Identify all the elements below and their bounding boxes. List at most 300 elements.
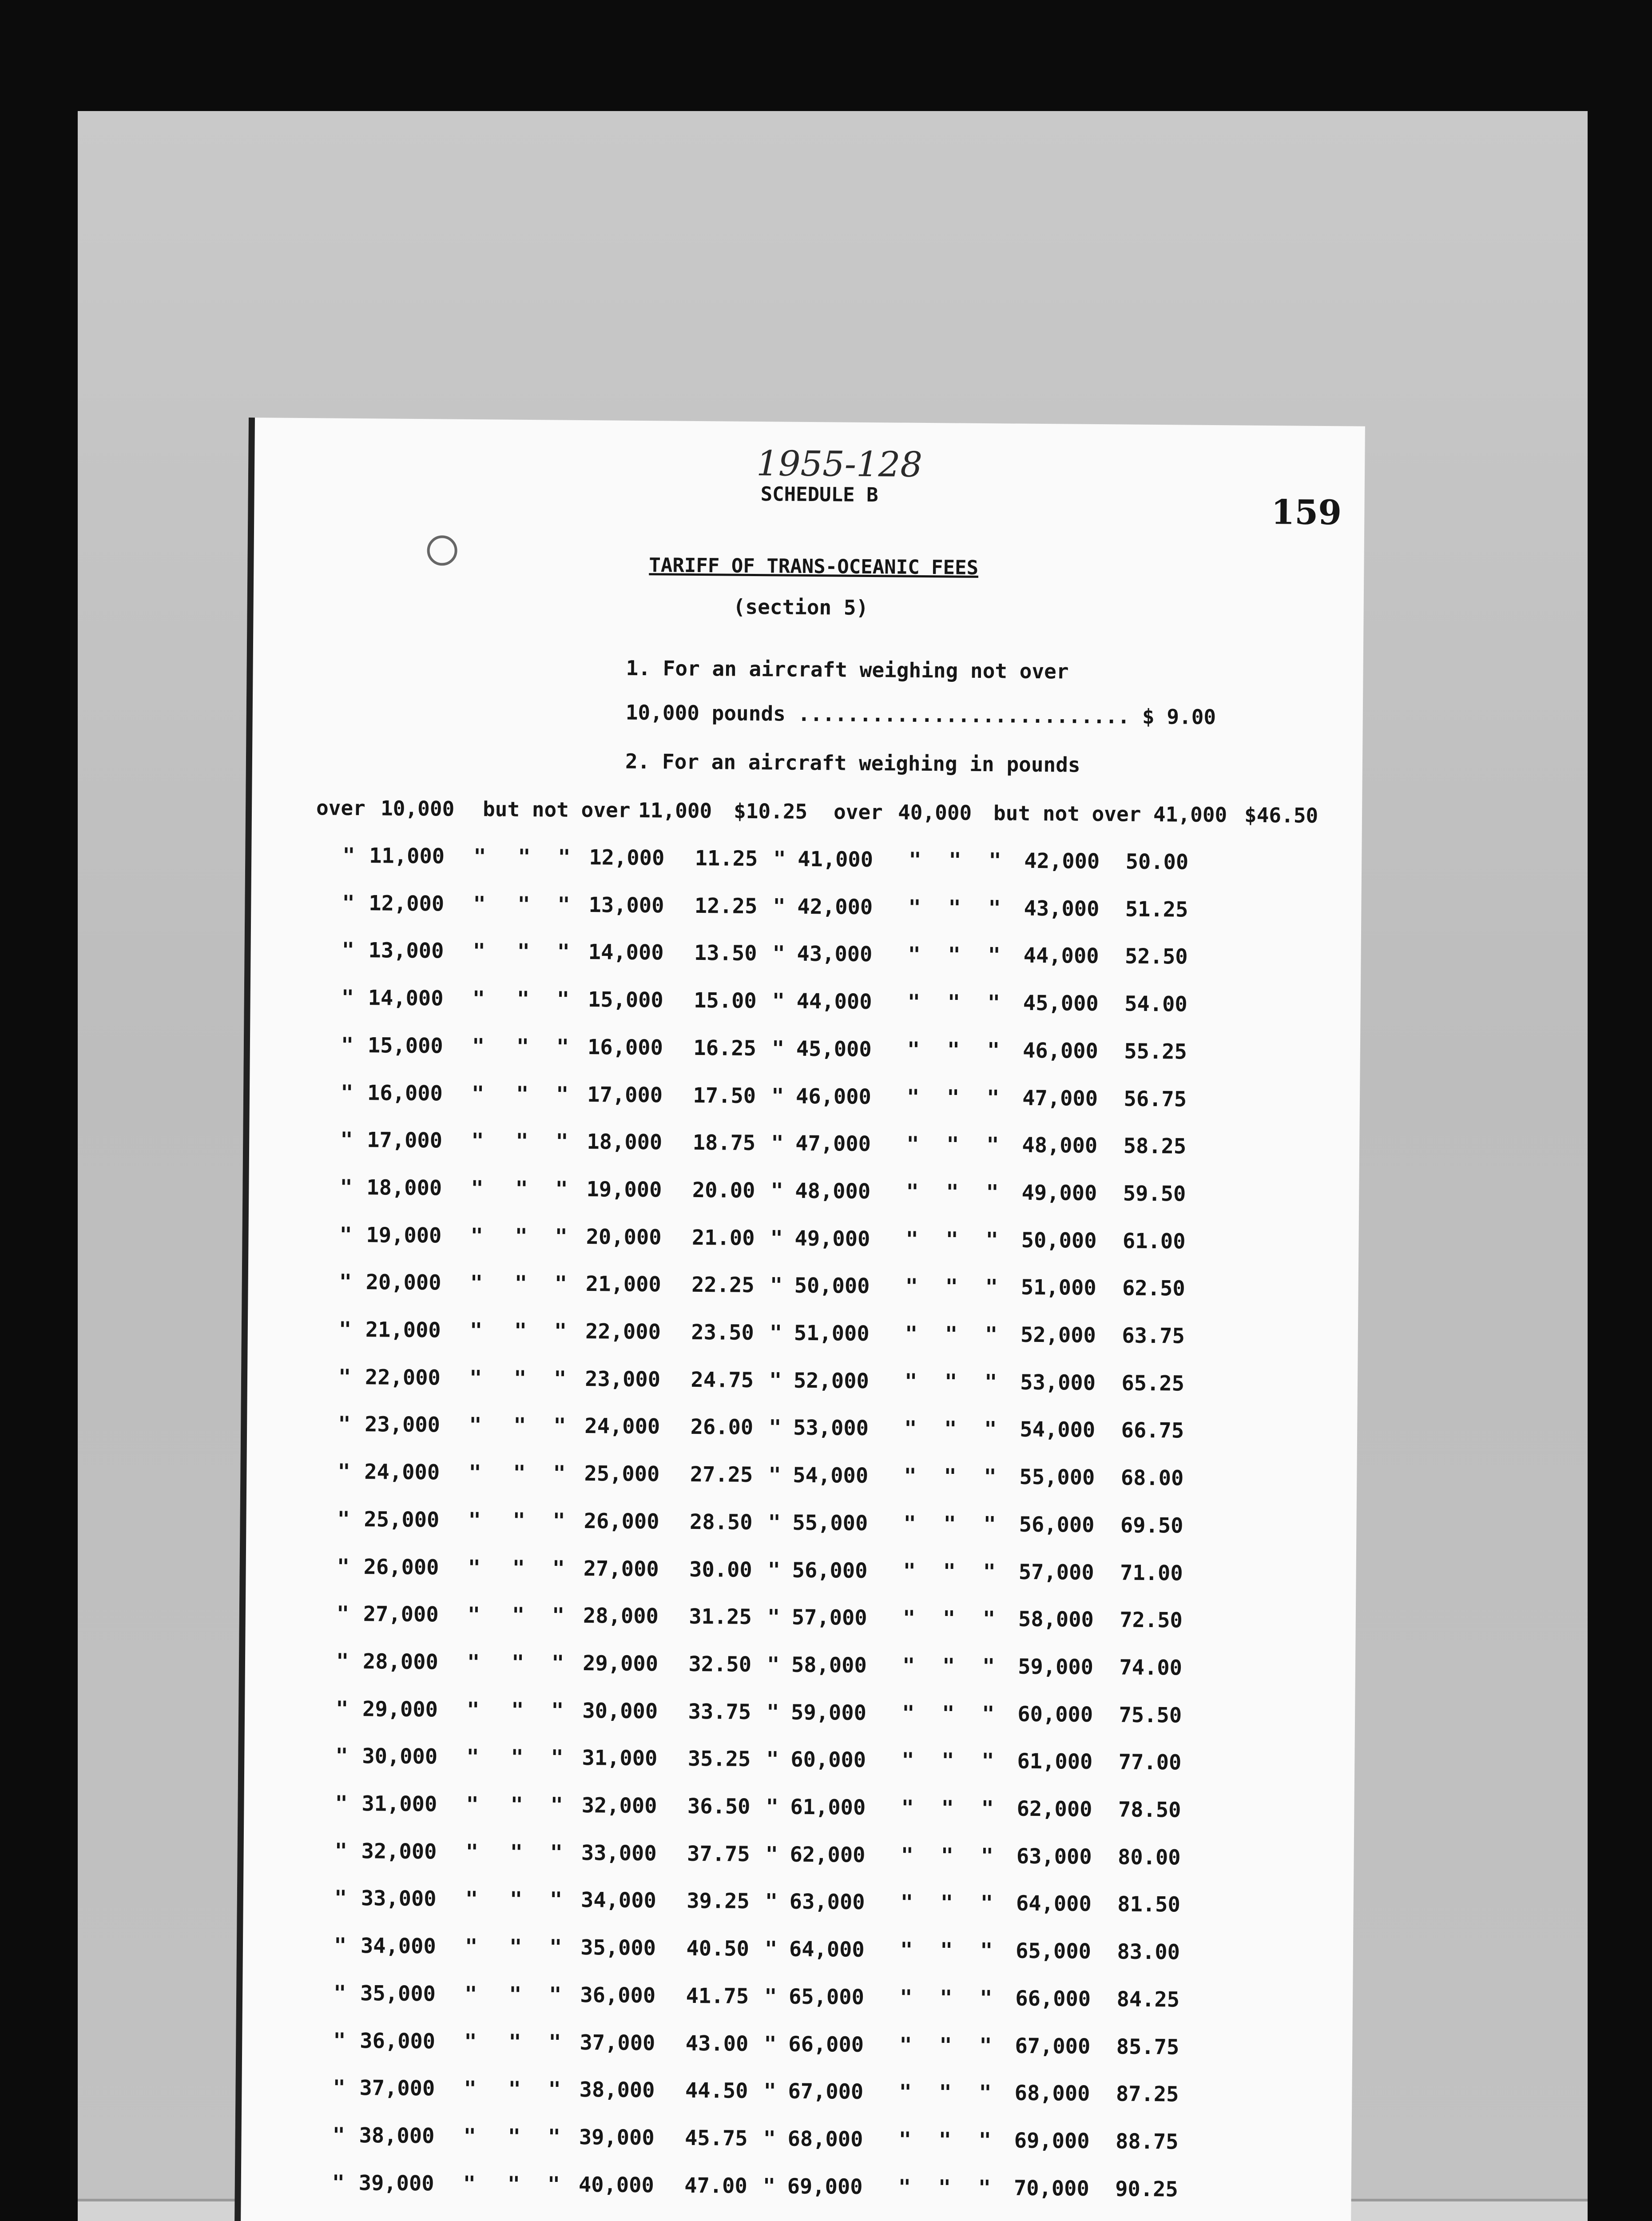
ditto-mark: " (906, 1085, 920, 1110)
fee-2: 74.00 (1119, 1655, 1183, 1680)
ditto-mark: " (471, 1081, 484, 1107)
ditto-mark: " (467, 1650, 480, 1675)
ditto-mark: " (471, 1176, 484, 1201)
ditto-mark: " (901, 1701, 915, 1726)
ditto-mark: " (940, 1938, 953, 1963)
table-row (247, 1317, 1358, 1361)
ditto-mark: " (770, 1273, 783, 1298)
ditto-mark: " (903, 1511, 916, 1536)
ditto-mark: " (466, 1697, 480, 1723)
schedule-label: SCHEDULE B (760, 483, 878, 507)
table-row (241, 2170, 1351, 2214)
table-row (247, 1411, 1358, 1456)
ditto-mark: " (550, 1793, 563, 1818)
ditto-mark: " (515, 1224, 528, 1249)
weight-to: 18,000 (587, 1130, 663, 1155)
weight-from: 25,000 (364, 1507, 440, 1532)
ditto-mark: " (981, 1796, 994, 1821)
fee: 26.00 (690, 1414, 754, 1440)
ditto-mark: " (556, 987, 570, 1012)
weight-from-2: 68,000 (787, 2126, 863, 2152)
ditto-mark: " (909, 848, 921, 872)
ditto-mark: " (517, 892, 530, 917)
ditto-mark: " (764, 1937, 778, 1962)
ditto-mark: " (982, 1607, 996, 1632)
weight-to-2: 44,000 (1023, 943, 1099, 969)
weight-from-2: 47,000 (795, 1131, 871, 1157)
ditto-mark: " (764, 1984, 777, 2009)
fee-2: 85.75 (1116, 2034, 1179, 2060)
ditto-mark: " (554, 1319, 567, 1344)
ditto-mark: " (948, 896, 961, 920)
ditto-mark: " (469, 1413, 482, 1438)
fee: $10.25 (733, 799, 808, 824)
ditto-mark: " (988, 896, 1001, 921)
handwritten-note: 1955-128 (756, 443, 923, 485)
table-row (242, 2075, 1352, 2119)
weight-from-2: 62,000 (790, 1842, 866, 1868)
ditto-mark: " (983, 1560, 996, 1584)
fee: 30.00 (689, 1557, 752, 1582)
weight-from-2: 53,000 (793, 1415, 869, 1441)
weight-to-2: 63,000 (1016, 1844, 1092, 1870)
weight-from: 39,000 (358, 2171, 434, 2196)
weight-from: 29,000 (362, 1697, 438, 1722)
weight-to: 37,000 (580, 2030, 655, 2056)
range-label-2: but not over (993, 801, 1141, 826)
table-row (250, 985, 1361, 1029)
fee: 44.50 (685, 2078, 748, 2103)
ditto-mark: " (341, 985, 354, 1010)
ditto-mark: " (769, 1368, 782, 1393)
weight-from: 24,000 (364, 1460, 440, 1485)
ditto-mark: " (986, 1086, 1000, 1110)
ditto-mark: " (469, 1318, 483, 1343)
fee-2: 77.00 (1118, 1750, 1182, 1775)
ditto-mark: " (549, 1887, 563, 1912)
ditto-mark: " (941, 1796, 954, 1821)
ditto-mark: " (942, 1654, 955, 1679)
ditto-mark: " (509, 1934, 522, 1959)
weight-to-2: 54,000 (1020, 1417, 1096, 1443)
table-row (244, 1743, 1355, 1787)
fee: 11.25 (695, 846, 758, 872)
ditto-mark: " (553, 1366, 567, 1391)
ditto-mark: " (340, 1127, 353, 1152)
weight-to: 12,000 (589, 845, 665, 871)
weight-from-2: 64,000 (789, 1937, 865, 1962)
fee-2: 66.75 (1121, 1418, 1184, 1443)
weight-to: 19,000 (586, 1177, 662, 1202)
ditto-mark: " (901, 1795, 914, 1820)
fee-2: 78.50 (1118, 1797, 1181, 1823)
ditto-mark: " (766, 1747, 779, 1772)
ditto-mark: " (900, 1938, 913, 1962)
ditto-mark: " (508, 1982, 522, 2007)
weight-from: 23,000 (364, 1412, 441, 1437)
ditto-mark: " (338, 1412, 351, 1437)
weight-to: 22,000 (585, 1319, 661, 1345)
fee-2: 75.50 (1119, 1703, 1182, 1728)
ditto-mark: " (509, 1887, 523, 1912)
fee-2: 51.25 (1125, 897, 1188, 922)
table-row (250, 937, 1361, 982)
fee: 45.75 (684, 2125, 748, 2151)
weight-from-2: 43,000 (797, 941, 873, 967)
ditto-mark: " (898, 2175, 911, 2200)
fee-2: 55.25 (1124, 1039, 1187, 1064)
ditto-mark: " (549, 1935, 562, 1960)
ditto-mark: " (516, 1082, 529, 1107)
ditto-mark: " (553, 1461, 566, 1486)
ditto-mark: " (979, 2081, 992, 2106)
table-row (243, 1885, 1354, 1930)
ditto-mark: " (905, 1274, 918, 1299)
ditto-mark: " (464, 2076, 477, 2102)
ditto-mark: " (466, 1792, 479, 1817)
ditto-mark: " (511, 1698, 524, 1723)
ditto-mark: " (770, 1131, 784, 1156)
fee-2: 72.50 (1120, 1608, 1183, 1633)
weight-from: 37,000 (359, 2076, 435, 2101)
weight-to-2: 66,000 (1015, 1986, 1091, 2012)
fee: 22.25 (691, 1272, 755, 1298)
weight-from: 13,000 (368, 938, 444, 963)
weight-from-2: 52,000 (793, 1368, 870, 1394)
weight-from: 31,000 (361, 1791, 437, 1817)
weight-to-2: 55,000 (1019, 1465, 1095, 1490)
weight-to: 28,000 (583, 1603, 659, 1629)
over-label-2: over (833, 800, 883, 824)
ditto-mark: " (516, 987, 530, 1012)
fee: 23.50 (691, 1320, 755, 1345)
weight-to: 21,000 (585, 1272, 661, 1297)
ditto-mark: " (472, 1034, 485, 1059)
ditto-mark: " (556, 1129, 568, 1154)
weight-to: 33,000 (581, 1840, 657, 1866)
ditto-mark: " (903, 1559, 916, 1584)
weight-from: 28,000 (362, 1649, 439, 1675)
table-row (246, 1459, 1357, 1503)
ditto-mark: " (768, 1510, 781, 1535)
ditto-mark: " (768, 1463, 781, 1488)
ditto-mark: " (551, 1651, 564, 1676)
weight-to-2: 49,000 (1021, 1180, 1097, 1206)
weight-to-2: 68,000 (1014, 2081, 1090, 2106)
ditto-mark: " (948, 943, 961, 967)
ditto-mark: " (899, 1985, 913, 2010)
ditto-mark: " (342, 891, 355, 915)
weight-to-2: 42,000 (1024, 848, 1100, 874)
weight-from: 14,000 (368, 986, 444, 1011)
weight-from-2: 48,000 (795, 1178, 871, 1204)
ditto-mark: " (978, 2128, 992, 2153)
ditto-mark: " (982, 1654, 995, 1679)
ditto-mark: " (905, 1227, 919, 1252)
ditto-mark: " (472, 986, 485, 1011)
ditto-mark: " (332, 2170, 345, 2195)
fee-2: 71.00 (1120, 1560, 1183, 1586)
weight-to-2: 45,000 (1023, 991, 1099, 1016)
ditto-mark: " (335, 1696, 349, 1721)
weight-to-2: 58,000 (1018, 1607, 1094, 1632)
ditto-mark: " (465, 1934, 478, 1959)
fee: 36.50 (687, 1794, 751, 1819)
fee-2: 56.75 (1124, 1087, 1187, 1112)
ditto-mark: " (906, 1179, 919, 1204)
weight-from-2: 41,000 (798, 847, 874, 872)
ditto-mark: " (516, 1034, 529, 1059)
ditto-mark: " (902, 1653, 915, 1678)
ditto-mark: " (762, 2174, 776, 2199)
ditto-mark: " (512, 1556, 525, 1580)
weight-from-2: 56,000 (792, 1558, 868, 1584)
ditto-mark: " (548, 2077, 561, 2102)
ditto-mark: " (946, 1085, 960, 1110)
weight-from-2: 66,000 (788, 2032, 864, 2057)
weight-to-2: 62,000 (1017, 1796, 1092, 1822)
ditto-mark: " (339, 1270, 352, 1294)
fee-2: 83.00 (1117, 1939, 1180, 1965)
ditto-mark: " (899, 2033, 912, 2058)
weight-from-2: 49,000 (794, 1226, 870, 1252)
ditto-mark: " (979, 1986, 993, 2011)
weight-to-2: 67,000 (1015, 2034, 1091, 2059)
ditto-mark: " (513, 1413, 526, 1438)
ditto-mark: " (464, 1982, 477, 2007)
ditto-mark: " (985, 1322, 998, 1347)
fee-2: 61.00 (1122, 1229, 1186, 1254)
range-label: but not over (482, 797, 631, 822)
weight-from-2: 58,000 (791, 1652, 867, 1678)
weight-from-2: 46,000 (795, 1084, 872, 1110)
weight-to-2: 46,000 (1022, 1038, 1099, 1064)
ditto-mark: " (552, 1603, 565, 1628)
fee-2: 54.00 (1124, 991, 1187, 1017)
ditto-mark: " (981, 1749, 994, 1774)
weight-from-2: 44,000 (796, 989, 872, 1015)
weight-to-2: 43,000 (1024, 896, 1100, 922)
fee: 37.75 (687, 1841, 750, 1867)
ditto-mark: " (333, 1981, 346, 2006)
ditto-mark: " (557, 939, 570, 964)
ditto-mark: " (984, 1417, 997, 1442)
ditto-mark: " (946, 1132, 959, 1157)
fee-2: 58.25 (1123, 1134, 1187, 1159)
weight-from-2: 60,000 (790, 1747, 866, 1773)
ditto-mark: " (945, 1274, 958, 1299)
fee-2: 87.25 (1116, 2082, 1179, 2107)
weight-from-2: 42,000 (797, 894, 873, 920)
weight-to: 26,000 (584, 1509, 659, 1534)
weight-from: 21,000 (365, 1317, 441, 1343)
weight-to: 15,000 (588, 987, 663, 1013)
ditto-mark: " (554, 1271, 568, 1296)
fee-2: 88.75 (1115, 2129, 1179, 2154)
weight-from: 12,000 (369, 891, 445, 916)
ditto-mark: " (941, 1701, 955, 1726)
weight-from-2: 69,000 (787, 2174, 863, 2199)
weight-from: 11,000 (369, 844, 445, 869)
fee-2: $46.50 (1244, 803, 1318, 828)
weight-from: 26,000 (363, 1555, 439, 1580)
weight-to: 27,000 (583, 1556, 659, 1582)
ditto-mark: " (943, 1512, 956, 1536)
fee: 33.75 (688, 1699, 751, 1724)
ditto-mark: " (989, 848, 1001, 873)
ditto-mark: " (547, 2172, 560, 2197)
weight-to-2: 70,000 (1013, 2176, 1089, 2201)
item2-line: 2. For an aircraft weighing in pounds (625, 749, 1080, 777)
fee: 15.00 (694, 988, 757, 1014)
ditto-mark: " (898, 2127, 912, 2152)
ditto-mark: " (984, 1370, 997, 1395)
ditto-mark: " (335, 1743, 348, 1768)
ditto-mark: " (770, 1178, 783, 1203)
ditto-mark: " (988, 943, 1001, 968)
ditto-mark: " (510, 1792, 524, 1817)
weight-to-2: 48,000 (1022, 1133, 1098, 1158)
ditto-mark: " (468, 1555, 481, 1580)
ditto-mark: " (336, 1649, 349, 1674)
fee: 28.50 (689, 1509, 753, 1535)
weight-from: 35,000 (360, 1981, 436, 2006)
punch-hole (427, 535, 457, 566)
ditto-mark: " (510, 1840, 523, 1865)
ditto-mark: " (473, 939, 486, 964)
ditto-mark: " (772, 989, 785, 1014)
ditto-mark: " (340, 1080, 353, 1105)
ditto-mark: " (463, 2124, 477, 2149)
ditto-mark: " (765, 1889, 778, 1914)
ditto-mark: " (987, 1038, 1000, 1063)
ditto-mark: " (555, 1177, 568, 1202)
ditto-mark: " (465, 1887, 478, 1912)
ditto-mark: " (766, 1652, 780, 1677)
ditto-mark: " (947, 1038, 960, 1063)
weight-to: 29,000 (582, 1651, 659, 1676)
fee: 17.50 (693, 1083, 756, 1109)
ditto-mark: " (908, 942, 921, 967)
ditto-mark: " (548, 1982, 562, 2007)
fee: 35.25 (687, 1746, 751, 1771)
ditto-mark: " (558, 845, 571, 870)
weight-to: 34,000 (580, 1887, 657, 1913)
item1-line2: 10,000 pounds ........................... $ 9.00 (625, 700, 1216, 729)
table-row-first (252, 795, 1362, 840)
ditto-mark: " (512, 1508, 526, 1533)
ditto-mark: " (337, 1554, 350, 1579)
ditto-mark: " (941, 1748, 954, 1773)
ditto-mark: " (768, 1415, 782, 1440)
weight-from-2: 40,000 (897, 800, 972, 825)
ditto-mark: " (906, 1132, 919, 1157)
fee: 41.75 (686, 1983, 749, 2009)
ditto-mark: " (511, 1745, 524, 1770)
weight-from-2: 51,000 (794, 1321, 870, 1346)
ditto-mark: " (548, 2125, 561, 2149)
fee: 47.00 (684, 2173, 747, 2198)
ditto-mark: " (945, 1322, 958, 1347)
weight-to: 39,000 (579, 2125, 655, 2150)
weight-from-2: 45,000 (796, 1036, 872, 1062)
weight-to-2: 47,000 (1022, 1086, 1098, 1111)
ditto-mark: " (337, 1507, 350, 1532)
weight-to-2: 53,000 (1020, 1370, 1096, 1396)
ditto-mark: " (907, 1037, 920, 1062)
ditto-mark: " (465, 1839, 479, 1865)
weight-from: 38,000 (359, 2123, 435, 2149)
fee-2: 68.00 (1120, 1465, 1184, 1491)
table-row (248, 1222, 1359, 1266)
weight-to-2: 59,000 (1017, 1654, 1094, 1680)
ditto-mark: " (978, 2176, 991, 2201)
ditto-mark: " (939, 2033, 952, 2058)
ditto-mark: " (772, 941, 786, 966)
ditto-mark: " (470, 1270, 483, 1296)
ditto-mark: " (983, 1512, 996, 1537)
ditto-mark: " (938, 2175, 951, 2200)
ditto-mark: " (469, 1365, 482, 1391)
ditto-mark: " (763, 2079, 776, 2104)
ditto-mark: " (939, 1986, 953, 2010)
weight-to-2: 50,000 (1021, 1228, 1097, 1254)
ditto-mark: " (980, 1938, 993, 1963)
weight-from-2: 67,000 (788, 2079, 864, 2104)
ditto-mark: " (941, 1843, 954, 1868)
ditto-mark: " (517, 939, 530, 964)
ditto-mark: " (463, 2171, 476, 2197)
ditto-mark: " (336, 1601, 349, 1626)
document-sheet (234, 418, 1365, 2221)
ditto-mark: " (944, 1369, 957, 1394)
table-row (248, 1269, 1358, 1313)
ditto-mark: " (473, 844, 486, 869)
table-row (242, 2028, 1353, 2072)
ditto-mark: " (773, 894, 786, 919)
ditto-mark: " (767, 1558, 781, 1583)
ditto-mark: " (901, 1843, 914, 1868)
fee-2: 62.50 (1122, 1276, 1185, 1301)
fee: 24.75 (691, 1367, 754, 1393)
fee-2: 65.25 (1121, 1371, 1185, 1396)
weight-from: 20,000 (365, 1270, 441, 1295)
fee: 39.25 (687, 1888, 750, 1914)
weight-to-2: 52,000 (1020, 1322, 1096, 1348)
ditto-mark: " (338, 1365, 351, 1389)
ditto-mark: " (770, 1226, 783, 1251)
ditto-mark: " (981, 1844, 994, 1869)
weight-from: 34,000 (360, 1934, 436, 1959)
weight-to-2: 57,000 (1018, 1560, 1094, 1585)
ditto-mark: " (508, 2124, 521, 2149)
ditto-mark: " (904, 1416, 917, 1441)
ditto-mark: " (333, 2028, 346, 2053)
weight-from: 17,000 (367, 1128, 443, 1153)
ditto-mark: " (763, 2126, 776, 2151)
ditto-mark: " (471, 1128, 484, 1154)
ditto-mark: " (942, 1606, 956, 1631)
ditto-mark: " (904, 1369, 917, 1394)
ditto-mark: " (339, 1222, 353, 1247)
item1-line1: 1. For an aircraft weighing not over (626, 656, 1069, 684)
table-row (245, 1696, 1355, 1740)
weight-to: 17,000 (587, 1083, 663, 1108)
ditto-mark: " (771, 1084, 784, 1109)
ditto-mark: " (557, 892, 570, 917)
ditto-mark: " (986, 1133, 999, 1158)
fee-2: 90.25 (1115, 2177, 1178, 2202)
